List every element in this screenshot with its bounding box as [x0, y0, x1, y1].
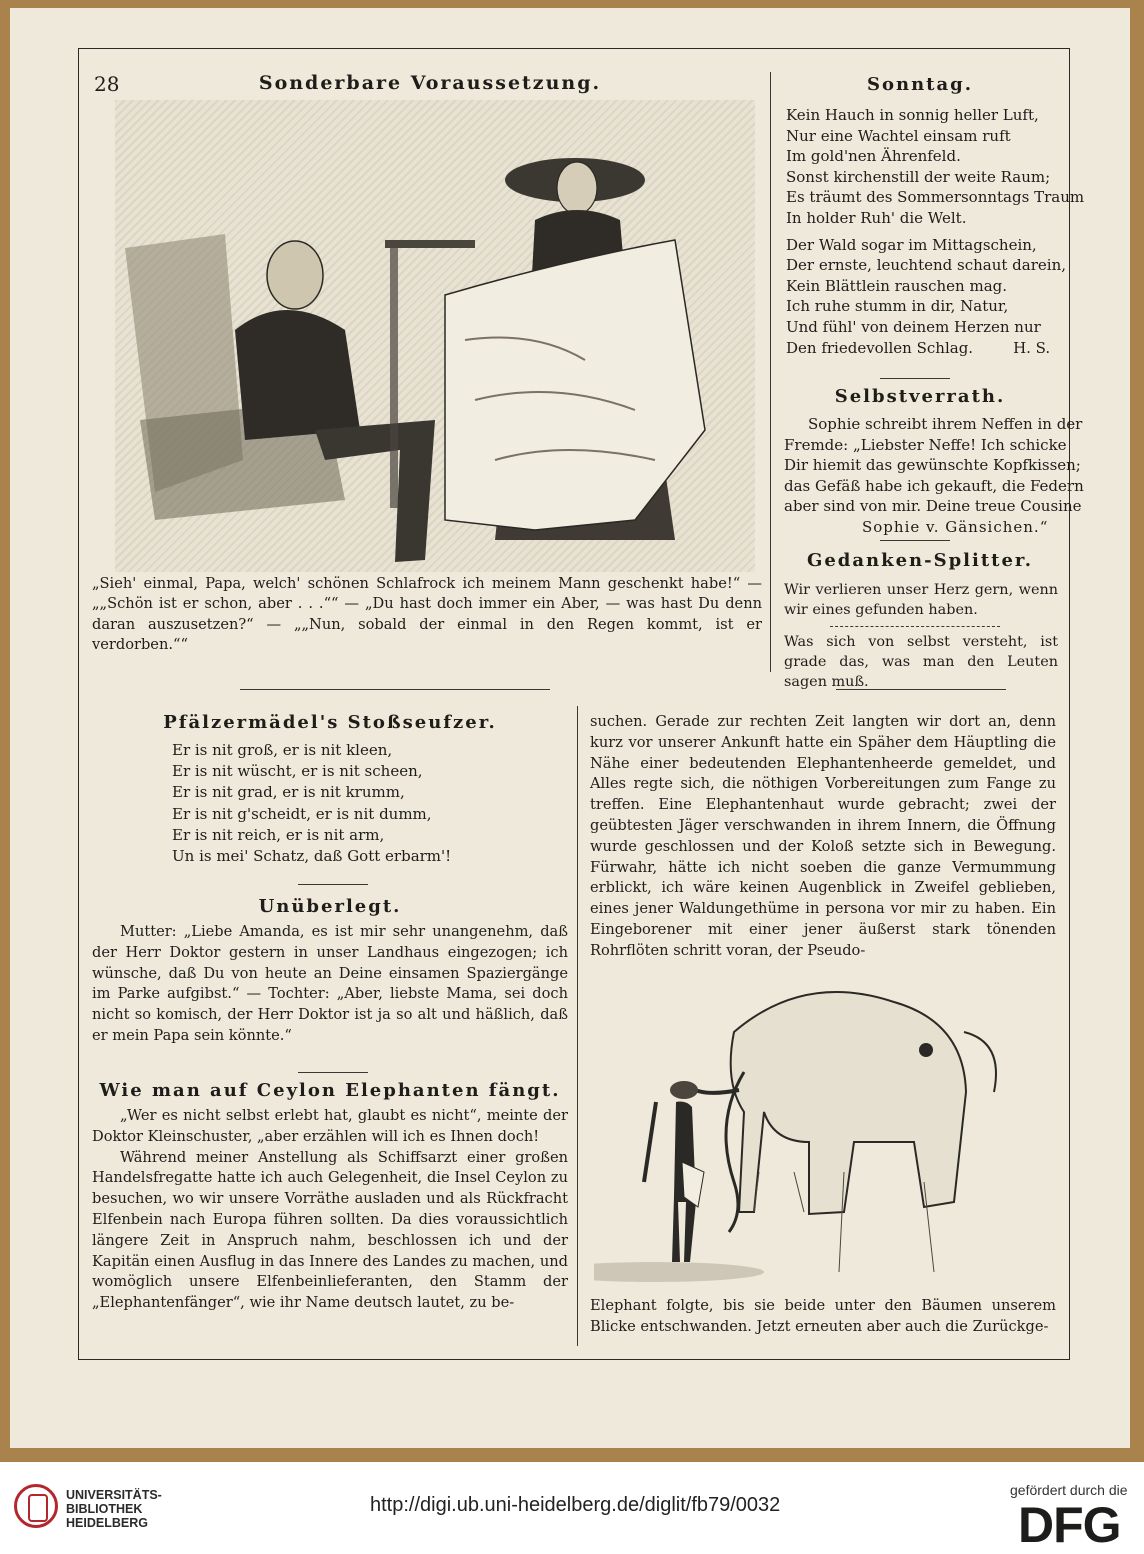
rule	[298, 1072, 368, 1073]
story-ceylon-col2-bottom: Elephant folgte, bis sie beide unter den Bäumen unserem Blicke entschwanden. Jetzt erneuten aber auch die Zurückge-	[590, 1297, 1056, 1335]
library-seal-icon	[14, 1484, 58, 1528]
illustration-title: Sonderbare Voraussetzung.	[258, 72, 602, 94]
illustration-elephant	[594, 972, 1056, 1288]
section-unueberlegt-text: Mutter: „Liebe Amanda, es ist mir sehr unangenehm, daß der Herr Doktor gestern in unser Landhaus eingezogen; ich wünsche, daß Du von heute an Deine einsamen Spaziergänge im Parke aufgibst.“ — Tochter: „Aber, liebste Mama, sei doch nicht so komisch, der Herr Doktor ist ja so alt und häßlich, daß er mein Papa sein könnte.“	[92, 923, 568, 1044]
poem-line: Und fühl' von deinem Herzen nur	[786, 317, 1041, 336]
poem-pfaelzer	[172, 740, 562, 867]
poem-line: Im gold'nen Ährenfeld.	[786, 147, 961, 166]
aphorism-two: Was sich von selbst versteht, ist grade das, was man den Leuten sagen muß.	[784, 634, 1058, 690]
poem-line: Kein Blättlein rauschen mag.	[786, 276, 1008, 295]
poem-sonntag	[786, 105, 1085, 358]
story-ceylon-col1	[92, 1106, 568, 1314]
illustration-caption: „Sieh' einmal, Papa, welch' schönen Schlafrock ich meinem Mann geschenkt habe!“ — „„Schön ist er schon, aber . . .““ — „Du hast doch immer ein Aber, — was hast Du denn daran auszusetzen?“ — „„Nun, sobald der einmal in den Regen kommt, ist er verdorben.““	[92, 575, 762, 654]
poem-line: Sonst kirchenstill der weite Raum;	[786, 167, 1051, 186]
rule	[836, 689, 1006, 690]
text-line: das Gefäß habe ich gekauft, die Federn	[784, 476, 1084, 495]
poem-line: Der ernste, leuchtend schaut darein,	[786, 256, 1066, 275]
library-name	[66, 1488, 162, 1530]
dfg-logo: DFG	[1018, 1497, 1121, 1553]
poem-line: Ich ruhe stumm in dir, Natur,	[786, 297, 1009, 316]
poem-line: Der Wald sogar im Mittagschein,	[786, 235, 1037, 254]
elephant-engraving	[594, 972, 1056, 1288]
poem-sonntag-title: Sonntag.	[866, 74, 973, 95]
poem-signature: H. S.	[1013, 338, 1051, 357]
section-selbstverrath-title: Selbstverrath.	[834, 386, 1006, 407]
poem-line: Er is nit wüscht, er is nit scheen,	[172, 762, 423, 781]
section-unueberlegt-title: Unüberlegt.	[258, 896, 402, 917]
library-seal-inner	[28, 1494, 48, 1522]
poem-line: Nur eine Wachtel einsam ruft	[786, 126, 1011, 145]
paragraph: Während meiner Anstellung als Schiffsarzt einer großen Handelsfregatte hatte ich auch Gelegenheit, die Insel Ceylon zu besuchen, wo wir unsere Vorräthe ausladen und als Rückfracht Elfenbein nach Europa führen sollten. Da dies voraussichtlich längere Zeit in Anspruch nahm, beschlossen ich und der Kapitän einen Ausflug in das Innere des Landes zu machen, und womöglich unsere Elfenbeinlieferanten, den Stamm der „Elephantenfänger“, wie ihr Name deutsch lautet, zu be-	[92, 1148, 568, 1312]
poem-line: Er is nit groß, er is nit kleen,	[172, 741, 393, 759]
poem-line: Er is nit g'scheidt, er is nit dumm,	[172, 804, 432, 823]
page-number: 28	[94, 72, 120, 96]
poem-line: Er is nit reich, er is nit arm,	[172, 825, 385, 844]
section-selbstverrath	[784, 414, 1084, 538]
text-line: Dir hiemit das gewünschte Kopfkissen;	[784, 456, 1081, 475]
text-line: Sophie v. Gänsichen.“	[862, 517, 1049, 536]
library-line: BIBLIOTHEK	[66, 1502, 143, 1516]
poem-pfaelzer-title: Pfälzermädel's Stoßseufzer.	[163, 712, 497, 733]
rule	[830, 626, 1000, 627]
text-line: aber sind von mir. Deine treue Cousine	[784, 497, 1082, 516]
rule	[298, 884, 368, 885]
column-divider-top	[770, 72, 771, 672]
funded-by-label: gefördert durch die	[1010, 1482, 1128, 1498]
library-line: HEIDELBERG	[66, 1516, 148, 1530]
poem-line	[786, 338, 1066, 359]
poem-line: Kein Hauch in sonnig heller Luft,	[786, 106, 1039, 124]
rule	[880, 378, 950, 379]
illustration-schlafrock	[115, 100, 755, 572]
rule	[880, 540, 950, 541]
text-line: Fremde: „Liebster Neffe! Ich schicke	[784, 435, 1067, 454]
text-line: Sophie schreibt ihrem Neffen in der	[808, 415, 1083, 433]
poem-line: Er is nit grad, er is nit krumm,	[172, 783, 405, 802]
poem-line: Un is mei' Schatz, daß Gott erbarm'!	[172, 847, 452, 866]
story-ceylon-title: Wie man auf Ceylon Elephanten fängt.	[99, 1080, 561, 1101]
paragraph: „Wer es nicht selbst erlebt hat, glaubt es nicht“, meinte der Doktor Kleinschuster, „aber erzählen will ich es Ihnen doch!	[92, 1107, 568, 1145]
engraving-scene	[115, 100, 755, 572]
story-ceylon-col2-top: suchen. Gerade zur rechten Zeit langten wir dort an, denn kurz vor unserer Ankunft hatte ein Späher dem Häuptling die Nähe einer bedeutenden Elephantenheerde gemeldet, und Alles regte sich, die nöthigen Vorbereitungen zum Fange zu treffen. Eine Elephantenhaut wurde gebracht; zwei der geübtesten Jäger verschwanden in ihrem Innern, die Öffnung wurde geschlossen und der Koloß setzte sich in Bewegung. Fürwahr, hätte ich nicht soeben die ganze Vermummung erblickt, ich wäre keinen Augenblick in Zweifel geblieben, eines jener Waldungethüme in persona vor mir zu haben. Ein Eingeborener mit einer jener äußerst stark tönenden Rohrflöten schritt voran, der Pseudo-	[590, 713, 1056, 959]
poem-line-text: Den friedevollen Schlag.	[786, 338, 974, 357]
rule	[240, 689, 550, 690]
section-gedanken-title: Gedanken-Splitter.	[806, 550, 1034, 571]
permalink-url[interactable]: http://digi.ub.uni-heidelberg.de/diglit/fb79/0032	[370, 1494, 781, 1516]
aphorism-one: Wir verlieren unser Herz gern, wenn wir eines gefunden haben.	[784, 582, 1058, 618]
poem-line: Es träumt des Sommersonntags Traum	[786, 188, 1085, 207]
poem-line: In holder Ruh' die Welt.	[786, 208, 967, 227]
library-line: UNIVERSITÄTS-	[66, 1488, 162, 1502]
column-divider-bottom	[577, 706, 578, 1346]
